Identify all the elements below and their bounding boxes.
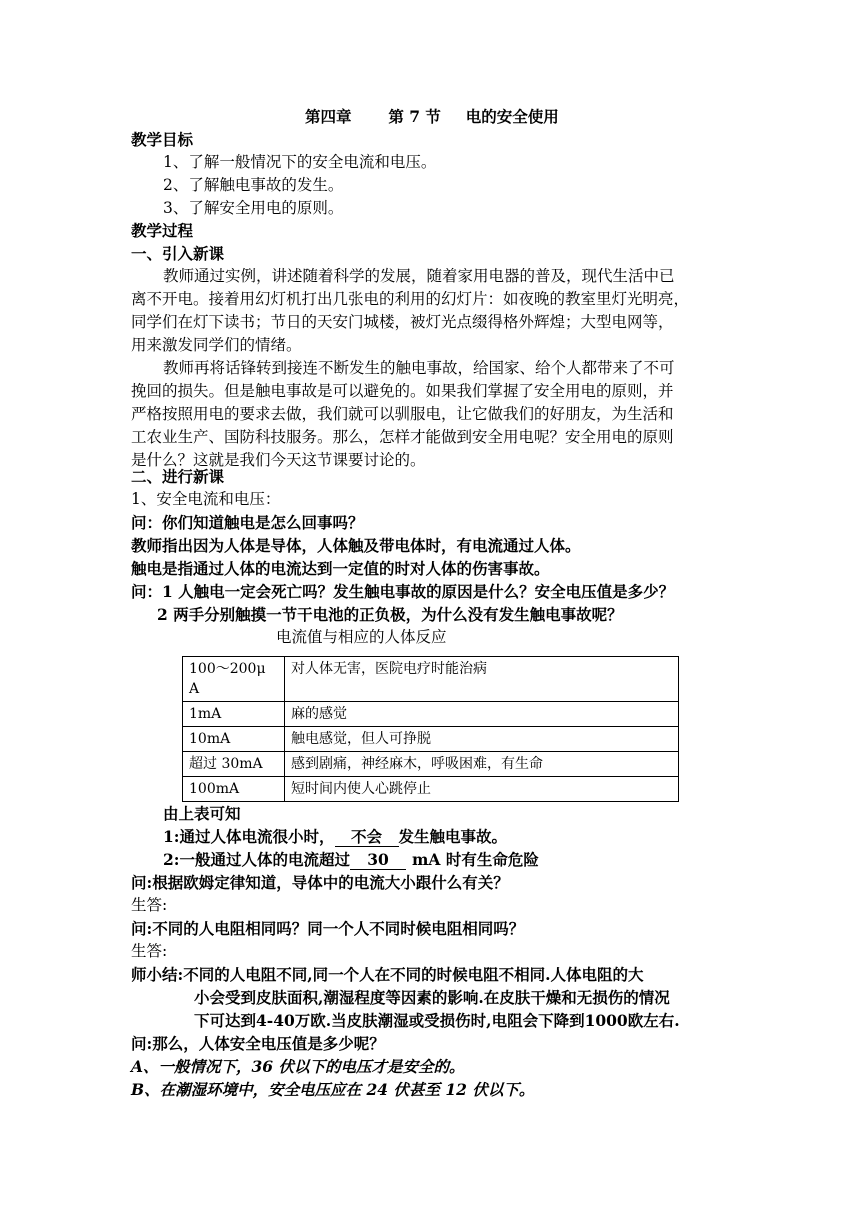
fill-blank-answer: 不会	[335, 828, 399, 847]
subsection-heading: 1、安全电流和电压：	[131, 490, 281, 508]
table-row	[183, 657, 679, 702]
summary-line: 小会受到皮肤面积,潮湿程度等因素的影响.在皮肤干燥和无损伤的情况	[194, 988, 670, 1007]
current-value-cont: A	[189, 681, 200, 697]
reaction-cell: 触电感觉，但人可挣脱	[285, 727, 679, 752]
table-title: 电流值与相应的人体反应	[276, 628, 447, 646]
paragraph-line: 是什么？这就是我们今天这节课要讨论的。	[131, 451, 426, 469]
fill-blank-answer: 30	[350, 851, 406, 870]
question-line: 问:根据欧姆定律知道，导体中的电流大小跟什么有关？	[131, 873, 509, 892]
objective-item: 3、了解安全用电的原则。	[163, 199, 344, 217]
conclusion-line	[163, 848, 539, 871]
table-row	[183, 752, 679, 777]
paragraph-line: 教师通过实例，讲述随着科学的发展，随着家用电器的普及，现代生活中已	[163, 267, 675, 285]
question-line: 问：1 人触电一定会死亡吗？发生触电事故的原因是什么？安全电压值是多少？	[131, 582, 675, 601]
current-value: 100～200μ	[189, 661, 266, 677]
objective-item: 2、了解触电事故的发生。	[163, 176, 344, 194]
process-heading: 教学过程	[131, 221, 194, 240]
current-reaction-table	[182, 656, 679, 802]
paragraph-line: 同学们在灯下读书；节日的天安门城楼，被灯光点缀得格外辉煌；大型电网等，	[131, 313, 674, 331]
reaction-cell: 短时间内使人心跳停止	[285, 777, 679, 802]
conclusion-line	[163, 825, 507, 848]
conclusion-text: 2:一般通过人体的电流超过	[163, 850, 351, 869]
topic-label: 电的安全使用	[465, 107, 559, 126]
objectives-heading: 教学目标	[131, 130, 194, 149]
section-label: 第 7 节	[388, 107, 441, 126]
current-cell: 100mA	[183, 777, 285, 802]
reaction-cell: 对人体无害，医院电疗时能治病	[285, 657, 679, 702]
current-cell: 超过 30mA	[183, 752, 285, 777]
table-row	[183, 777, 679, 802]
summary-line: 师小结:不同的人电阻不同,同一个人在不同的时候电阻不相同.人体电阻的大	[131, 965, 644, 984]
chapter-label: 第四章	[305, 107, 352, 126]
current-cell: 10mA	[183, 727, 285, 752]
paragraph-line: 用来激发同学们的情绪。	[131, 336, 302, 354]
reaction-cell: 感到剧痛，神经麻木，呼吸困难，有生命	[285, 752, 679, 777]
question-line: 问:那么，人体安全电压值是多少呢？	[131, 1034, 385, 1053]
conclusion-text: 发生触电事故。	[398, 827, 508, 846]
student-answer-line: 生答:	[131, 896, 168, 914]
paragraph-line: 严格按照用电的要求去做，我们就可以驯服电，让它做我们的好朋友，为生活和	[131, 405, 674, 423]
paragraph-line: 教师再将话锋转到接连不断发生的触电事故，给国家、给个人都带来了不可	[163, 359, 675, 377]
part1-heading: 一、引入新课	[131, 244, 225, 263]
objective-item: 1、了解一般情况下的安全电流和电压。	[163, 153, 437, 171]
part2-heading: 二、进行新课	[131, 467, 225, 486]
conclusion-text: 1:通过人体电流很小时，	[163, 827, 335, 846]
answer-line: B、在潮湿环境中，安全电压应在 24 伏甚至 12 伏以下。	[131, 1080, 535, 1099]
teacher-line: 触电是指通过人体的电流达到一定值的时对人体的伤害事故。	[131, 559, 550, 578]
question-line: 2 两手分别触摸一节干电池的正负极，为什么没有发生触电事故呢？	[157, 605, 623, 624]
paragraph-line: 离不开电。接着用幻灯机打出几张电的利用的幻灯片：如夜晚的教室里灯光明亮，	[131, 290, 690, 308]
conclusion-heading: 由上表可知	[163, 804, 241, 823]
current-cell	[183, 657, 285, 702]
table-row	[183, 702, 679, 727]
paragraph-line: 挽回的损失。但是触电事故是可以避免的。如果我们掌握了安全用电的原则，并	[131, 382, 674, 400]
conclusion-text: mA 时有生命危险	[412, 850, 539, 869]
current-cell: 1mA	[183, 702, 285, 727]
question-line: 问:不同的人电阻相同吗？同一个人不同时候电阻相同吗？	[131, 919, 525, 938]
summary-line: 下可达到4-40万欧.当皮肤潮湿或受损伤时,电阻会下降到1000欧左右.	[194, 1011, 680, 1030]
reaction-cell: 麻的感觉	[285, 702, 679, 727]
table-row	[183, 727, 679, 752]
paragraph-line: 工农业生产、国防科技服务。那么，怎样才能做到安全用电呢？安全用电的原则	[131, 428, 674, 446]
answer-line: A、一般情况下，36 伏以下的电压才是安全的。	[131, 1057, 465, 1076]
teacher-line: 教师指出因为人体是导体，人体触及带电体时，有电流通过人体。	[131, 536, 581, 555]
question-line: 问：你们知道触电是怎么回事吗？	[131, 513, 364, 532]
lesson-title	[305, 105, 559, 128]
student-answer-line: 生答:	[131, 942, 168, 960]
